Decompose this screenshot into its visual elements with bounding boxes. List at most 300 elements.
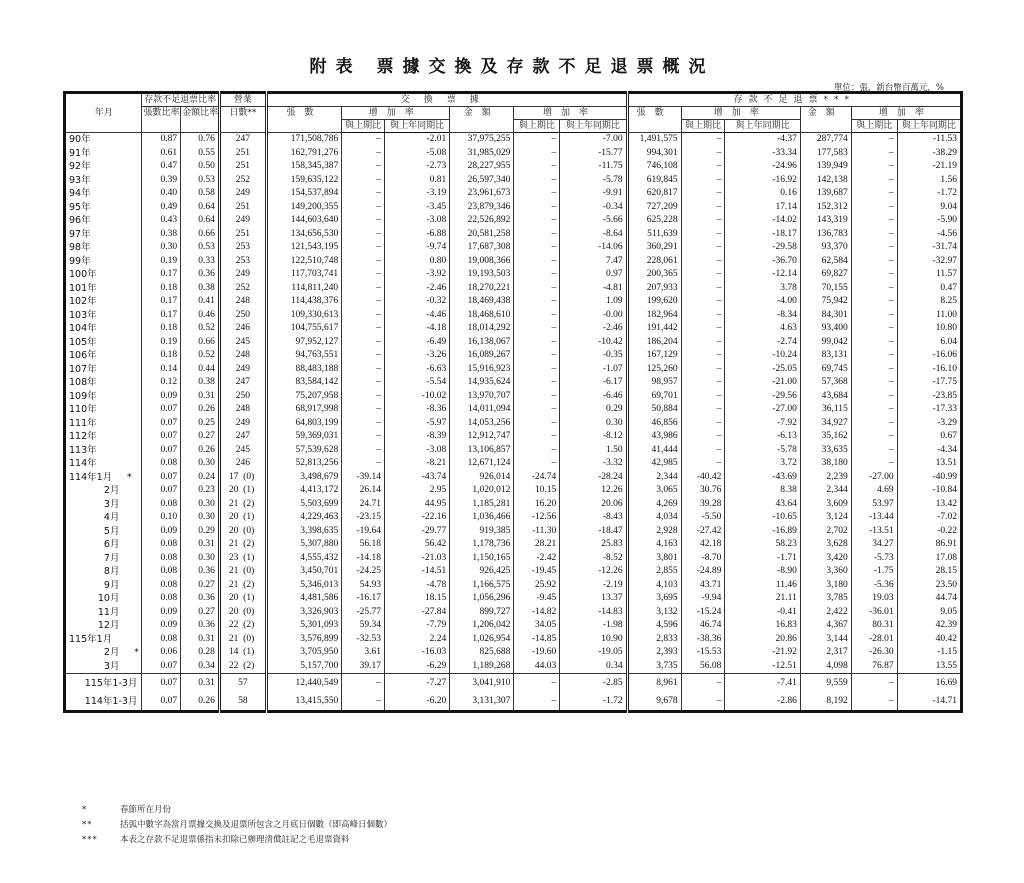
- cell-bounce-count-vs-last-year: -10.24: [725, 349, 800, 363]
- cell-business-days: 248: [219, 349, 266, 363]
- year-month-label: 109年: [69, 390, 97, 402]
- cell-bounce-count-vs-last-year: -21.92: [725, 646, 800, 660]
- cell-business-days: 249: [219, 417, 266, 431]
- cell-bounce-amount-vs-last-year: 23.50: [897, 579, 961, 593]
- cell-bounce-count-vs-prev: -5.50: [681, 511, 725, 525]
- cell-business-days: 21 (2): [219, 498, 266, 512]
- bounced-check-table: [63, 91, 963, 713]
- cell-bounce-count-vs-prev: –: [681, 255, 725, 269]
- cell-business-days: 253: [219, 241, 266, 255]
- header-bounce-count-growth: 增加率: [681, 107, 800, 120]
- cell-business-days: 57: [219, 674, 266, 693]
- year-month-label: 2月: [103, 647, 120, 659]
- cell-exchange-amount-vs-last-year: -8.64: [560, 228, 627, 242]
- cell-bounce-amount-vs-prev: –: [851, 390, 897, 404]
- cell-amount-ratio: 0.29: [181, 525, 220, 539]
- cell-exchange-count-vs-last-year: 56.42: [384, 538, 449, 552]
- cell-bounce-amount-vs-prev: –: [851, 417, 897, 431]
- cell-bounce-amount-vs-last-year: -5.90: [897, 214, 961, 228]
- cell-exchange-count-vs-prev: –: [342, 674, 385, 693]
- cell-bounce-count: 3,735: [627, 660, 681, 674]
- cell-bounce-amount-vs-last-year: -4.56: [897, 228, 961, 242]
- cell-count-ratio: 0.08: [142, 498, 181, 512]
- cell-business-days: 247: [219, 430, 266, 444]
- footnote-mark: ***: [82, 835, 98, 845]
- cell-exchange-count-vs-prev: –: [342, 187, 385, 201]
- cell-exchange-amount-vs-prev: -14.85: [514, 633, 560, 647]
- cell-bounce-count-vs-prev: -8.70: [681, 552, 725, 566]
- cell-bounce-amount: 38,180: [800, 457, 851, 471]
- cell-exchange-amount-vs-last-year: -2.85: [560, 674, 627, 693]
- cell-bounce-count-vs-prev: -38.36: [681, 633, 725, 647]
- cell-bounce-amount-vs-last-year: -32.97: [897, 255, 961, 269]
- table-row: [65, 241, 962, 255]
- cell-exchange-amount-vs-prev: –: [514, 390, 560, 404]
- cell-amount-ratio: 0.31: [181, 633, 220, 647]
- cell-bounce-count-vs-last-year: -29.58: [725, 241, 800, 255]
- cell-exchange-count: 94,763,551: [266, 349, 341, 363]
- cell-bounce-count-vs-prev: –: [681, 336, 725, 350]
- cell-exchange-count: 104,755,617: [266, 322, 341, 336]
- table-row: [65, 268, 962, 282]
- cell-exchange-count-vs-last-year: -3.08: [384, 214, 449, 228]
- cell-bounce-count-vs-prev: –: [681, 417, 725, 431]
- cell-bounce-amount-vs-prev: -26.30: [851, 646, 897, 660]
- table-row: [65, 309, 962, 323]
- cell-exchange-amount-vs-prev: 25.92: [514, 579, 560, 593]
- cell-exchange-count-vs-last-year: -4.18: [384, 322, 449, 336]
- cell-year-month: [65, 646, 142, 660]
- cell-bounce-amount-vs-prev: –: [851, 336, 897, 350]
- table-row: [65, 511, 962, 525]
- year-month-label: 110年: [69, 404, 97, 416]
- cell-bounce-amount-vs-last-year: 6.04: [897, 336, 961, 350]
- cell-business-days: 14 (1): [219, 646, 266, 660]
- cell-amount-ratio: 0.23: [181, 484, 220, 498]
- cell-bounce-amount: 3,609: [800, 498, 851, 512]
- cell-count-ratio: 0.07: [142, 674, 181, 693]
- cell-exchange-count: 52,813,256: [266, 457, 341, 471]
- cell-business-days: 22 (2): [219, 660, 266, 674]
- cell-year-month: [65, 674, 142, 693]
- cell-amount-ratio: 0.52: [181, 322, 220, 336]
- cell-exchange-count: 3,398,635: [266, 525, 341, 539]
- cell-business-days: 21 (2): [219, 579, 266, 593]
- cell-amount-ratio: 0.53: [181, 241, 220, 255]
- cell-bounce-count-vs-prev: –: [681, 174, 725, 188]
- table-row: [65, 619, 962, 633]
- cell-bounce-count-vs-last-year: -24.96: [725, 160, 800, 174]
- cell-bounce-amount: 3,360: [800, 565, 851, 579]
- cell-bounce-amount-vs-prev: –: [851, 241, 897, 255]
- table-row: [65, 592, 962, 606]
- cell-amount-ratio: 0.36: [181, 268, 220, 282]
- cell-bounce-amount: 3,628: [800, 538, 851, 552]
- cell-amount-ratio: 0.30: [181, 498, 220, 512]
- cell-business-days: 247: [219, 376, 266, 390]
- cell-exchange-amount: 1,026,954: [450, 633, 514, 647]
- cell-year-month: [65, 430, 142, 444]
- cell-exchange-amount-vs-last-year: -3.32: [560, 457, 627, 471]
- unit-label: 單位：張，新台幣百萬元，%: [833, 83, 944, 93]
- cell-exchange-count: 159,635,122: [266, 174, 341, 188]
- cell-exchange-amount-vs-last-year: 25.83: [560, 538, 627, 552]
- cell-bounce-amount: 35,162: [800, 430, 851, 444]
- year-month-label: 5月: [103, 525, 120, 537]
- cell-bounce-count-vs-prev: –: [681, 674, 725, 693]
- cell-business-days: 20 (1): [219, 484, 266, 498]
- cell-exchange-count: 4,481,586: [266, 592, 341, 606]
- cell-bounce-amount-vs-prev: -5.73: [851, 552, 897, 566]
- cell-year-month: [65, 309, 142, 323]
- cell-bounce-count-vs-last-year: -36.70: [725, 255, 800, 269]
- cell-bounce-count-vs-prev: –: [681, 187, 725, 201]
- cell-bounce-amount: 62,584: [800, 255, 851, 269]
- header-bounce-amount: 金額: [800, 107, 851, 133]
- cell-count-ratio: 0.06: [142, 646, 181, 660]
- cell-exchange-amount-vs-last-year: -28.24: [560, 471, 627, 485]
- cell-bounce-amount-vs-last-year: -1.15: [897, 646, 961, 660]
- cell-bounce-count-vs-prev: –: [681, 322, 725, 336]
- cell-bounce-count-vs-last-year: 17.14: [725, 201, 800, 215]
- cell-exchange-count: 64,803,199: [266, 417, 341, 431]
- cell-year-month: [65, 147, 142, 161]
- cell-exchange-count: 75,207,958: [266, 390, 341, 404]
- cell-amount-ratio: 0.28: [181, 646, 220, 660]
- cell-exchange-count-vs-last-year: -29.77: [384, 525, 449, 539]
- cell-exchange-amount-vs-last-year: -14.83: [560, 606, 627, 620]
- cell-exchange-amount-vs-prev: -19.60: [514, 646, 560, 660]
- cell-bounce-amount-vs-prev: –: [851, 133, 897, 147]
- cell-count-ratio: 0.38: [142, 228, 181, 242]
- cell-exchange-amount-vs-prev: –: [514, 349, 560, 363]
- cell-amount-ratio: 0.36: [181, 592, 220, 606]
- cell-exchange-amount-vs-prev: –: [514, 692, 560, 712]
- cell-bounce-count-vs-prev: –: [681, 309, 725, 323]
- cell-exchange-count-vs-prev: –: [342, 214, 385, 228]
- year-month-label: 115年1-3月: [84, 677, 138, 689]
- cell-bounce-amount-vs-prev: –: [851, 255, 897, 269]
- cell-exchange-count: 149,200,355: [266, 201, 341, 215]
- cell-exchange-count-vs-last-year: 2.24: [384, 633, 449, 647]
- cell-exchange-amount-vs-prev: -12.56: [514, 511, 560, 525]
- cell-bounce-count-vs-last-year: -12.51: [725, 660, 800, 674]
- footnote-mark: **: [82, 820, 93, 830]
- cell-exchange-amount: 17,687,308: [450, 241, 514, 255]
- cell-exchange-amount: 1,150,165: [450, 552, 514, 566]
- cell-exchange-amount: 37,975,255: [450, 133, 514, 147]
- cell-business-days: 250: [219, 309, 266, 323]
- cell-bounce-amount: 142,138: [800, 174, 851, 188]
- cell-bounce-count-vs-prev: 39.28: [681, 498, 725, 512]
- cell-bounce-count: 360,291: [627, 241, 681, 255]
- cell-bounce-amount-vs-last-year: -40.99: [897, 471, 961, 485]
- cell-count-ratio: 0.07: [142, 692, 181, 712]
- header-vs-last-year: 與上年同期比: [560, 120, 627, 133]
- cell-exchange-count-vs-prev: –: [342, 417, 385, 431]
- cell-bounce-count-vs-prev: –: [681, 160, 725, 174]
- cell-exchange-amount: 19,008,366: [450, 255, 514, 269]
- cell-exchange-amount-vs-last-year: -18.47: [560, 525, 627, 539]
- cell-exchange-amount-vs-prev: -11.30: [514, 525, 560, 539]
- cell-bounce-amount-vs-last-year: 13.55: [897, 660, 961, 674]
- header-bounce-ratio: 存款不足退票比率: [142, 93, 219, 107]
- cell-exchange-amount: 1,206,042: [450, 619, 514, 633]
- cell-bounce-amount-vs-prev: -36.01: [851, 606, 897, 620]
- cell-exchange-count: 5,301,093: [266, 619, 341, 633]
- cell-bounce-amount-vs-last-year: -11.53: [897, 133, 961, 147]
- cell-bounce-amount: 34,927: [800, 417, 851, 431]
- spring-festival-mark: *: [134, 647, 139, 659]
- cell-amount-ratio: 0.38: [181, 282, 220, 296]
- cell-exchange-count: 4,413,172: [266, 484, 341, 498]
- cell-exchange-amount: 13,106,857: [450, 444, 514, 458]
- cell-exchange-count: 88,483,188: [266, 363, 341, 377]
- cell-amount-ratio: 0.36: [181, 619, 220, 633]
- cell-bounce-amount-vs-last-year: 11.57: [897, 268, 961, 282]
- cell-amount-ratio: 0.31: [181, 390, 220, 404]
- cell-bounce-count-vs-prev: -40.42: [681, 471, 725, 485]
- spring-festival-mark: *: [126, 471, 132, 483]
- year-month-label: 92年: [69, 161, 91, 173]
- cell-exchange-amount: 1,185,281: [450, 498, 514, 512]
- cell-bounce-amount: 2,344: [800, 484, 851, 498]
- cell-exchange-count-vs-last-year: 44.95: [384, 498, 449, 512]
- cell-count-ratio: 0.18: [142, 349, 181, 363]
- cell-exchange-count-vs-last-year: 18.15: [384, 592, 449, 606]
- cell-amount-ratio: 0.34: [181, 660, 220, 674]
- cell-business-days: 22 (2): [219, 619, 266, 633]
- cell-count-ratio: 0.07: [142, 403, 181, 417]
- cell-bounce-amount-vs-last-year: -21.19: [897, 160, 961, 174]
- cell-exchange-amount-vs-prev: –: [514, 430, 560, 444]
- cell-business-days: 247: [219, 133, 266, 147]
- cell-exchange-count-vs-last-year: -5.08: [384, 147, 449, 161]
- cell-exchange-amount-vs-prev: 10.15: [514, 484, 560, 498]
- cell-bounce-count-vs-prev: –: [681, 241, 725, 255]
- cell-exchange-count-vs-prev: –: [342, 147, 385, 161]
- cell-bounce-amount: 143,319: [800, 214, 851, 228]
- cell-exchange-count-vs-prev: 39.17: [342, 660, 385, 674]
- cell-exchange-count-vs-prev: –: [342, 160, 385, 174]
- cell-exchange-count-vs-prev: –: [342, 457, 385, 471]
- cell-exchange-amount-vs-prev: –: [514, 228, 560, 242]
- table-row: [65, 471, 962, 485]
- table-row: [65, 660, 962, 674]
- cell-exchange-count: 154,537,894: [266, 187, 341, 201]
- cell-exchange-amount-vs-last-year: 1.50: [560, 444, 627, 458]
- cell-exchange-count-vs-prev: 54.93: [342, 579, 385, 593]
- cell-year-month: [65, 633, 142, 647]
- cell-bounce-amount: 3,124: [800, 511, 851, 525]
- cell-exchange-amount-vs-prev: –: [514, 255, 560, 269]
- cell-exchange-count: 5,157,700: [266, 660, 341, 674]
- cell-bounce-count: 625,228: [627, 214, 681, 228]
- cell-bounce-count-vs-last-year: 0.16: [725, 187, 800, 201]
- table-row: [65, 363, 962, 377]
- header-vs-prev: 與上期比: [342, 120, 385, 133]
- cell-bounce-amount: 93,370: [800, 241, 851, 255]
- table-row: [65, 565, 962, 579]
- cell-exchange-count-vs-last-year: 0.81: [384, 174, 449, 188]
- cell-exchange-amount: 26,597,340: [450, 174, 514, 188]
- table-row: [65, 147, 962, 161]
- cell-bounce-amount-vs-prev: 53.97: [851, 498, 897, 512]
- cell-business-days: 58: [219, 692, 266, 712]
- header-vs-last-year: 與上年同期比: [897, 120, 961, 133]
- cell-business-days: 246: [219, 322, 266, 336]
- cell-bounce-amount: 36,115: [800, 403, 851, 417]
- cell-bounce-amount-vs-prev: -13.51: [851, 525, 897, 539]
- cell-bounce-amount: 152,312: [800, 201, 851, 215]
- cell-exchange-count-vs-last-year: -0.32: [384, 295, 449, 309]
- cell-exchange-amount-vs-last-year: 0.30: [560, 417, 627, 431]
- year-month-label: 12月: [97, 620, 120, 632]
- cell-exchange-count-vs-prev: –: [342, 430, 385, 444]
- cell-business-days: 21 (2): [219, 538, 266, 552]
- cell-bounce-amount-vs-last-year: 11.00: [897, 309, 961, 323]
- cell-bounce-count: 46,856: [627, 417, 681, 431]
- cell-year-month: [65, 201, 142, 215]
- cell-exchange-amount-vs-prev: –: [514, 457, 560, 471]
- cell-bounce-amount: 2,422: [800, 606, 851, 620]
- cell-business-days: 23 (1): [219, 552, 266, 566]
- cell-bounce-count: 2,393: [627, 646, 681, 660]
- cell-bounce-count: 619,845: [627, 174, 681, 188]
- cell-bounce-count: 3,695: [627, 592, 681, 606]
- header-vs-last-year: 與上年同期比: [725, 120, 800, 133]
- table-row: [65, 349, 962, 363]
- cell-exchange-count-vs-prev: -23.15: [342, 511, 385, 525]
- cell-exchange-count: 171,508,786: [266, 133, 341, 147]
- cell-exchange-count-vs-last-year: -5.97: [384, 417, 449, 431]
- cell-exchange-count: 3,705,950: [266, 646, 341, 660]
- cell-count-ratio: 0.14: [142, 363, 181, 377]
- year-month-label: 91年: [69, 147, 91, 159]
- cell-exchange-count-vs-prev: 24.71: [342, 498, 385, 512]
- cell-exchange-count-vs-prev: -32.53: [342, 633, 385, 647]
- cell-bounce-amount-vs-last-year: -23.85: [897, 390, 961, 404]
- cell-exchange-amount: 18,468,610: [450, 309, 514, 323]
- cell-exchange-amount: 31,985,029: [450, 147, 514, 161]
- cell-exchange-count-vs-last-year: -8.21: [384, 457, 449, 471]
- cell-bounce-count-vs-last-year: -4.00: [725, 295, 800, 309]
- table-row: [65, 201, 962, 215]
- cell-bounce-count-vs-prev: 46.74: [681, 619, 725, 633]
- year-month-label: 103年: [69, 309, 97, 321]
- cell-bounce-count: 50,884: [627, 403, 681, 417]
- cell-bounce-amount-vs-last-year: 42.39: [897, 619, 961, 633]
- cell-exchange-amount-vs-last-year: -11.75: [560, 160, 627, 174]
- cell-bounce-amount-vs-last-year: -17.75: [897, 376, 961, 390]
- cell-exchange-amount-vs-prev: –: [514, 444, 560, 458]
- cell-bounce-count-vs-prev: –: [681, 147, 725, 161]
- cell-business-days: 248: [219, 403, 266, 417]
- cell-exchange-count-vs-prev: –: [342, 228, 385, 242]
- cell-exchange-amount: 12,671,124: [450, 457, 514, 471]
- cell-bounce-count-vs-last-year: -33.34: [725, 147, 800, 161]
- cell-bounce-amount-vs-prev: 76.87: [851, 660, 897, 674]
- cell-bounce-count-vs-prev: -27.42: [681, 525, 725, 539]
- cell-amount-ratio: 0.53: [181, 174, 220, 188]
- cell-exchange-count-vs-last-year: -6.20: [384, 692, 449, 712]
- cell-amount-ratio: 0.66: [181, 228, 220, 242]
- year-month-label: 90年: [69, 134, 91, 146]
- cell-exchange-amount-vs-last-year: -7.00: [560, 133, 627, 147]
- cell-exchange-amount-vs-prev: –: [514, 133, 560, 147]
- table-row: [65, 187, 962, 201]
- cell-bounce-count-vs-last-year: 3.78: [725, 282, 800, 296]
- year-month-label: 105年: [69, 336, 97, 348]
- footnote-mark: *: [82, 805, 88, 815]
- year-month-label: 7月: [103, 552, 120, 564]
- cell-business-days: 248: [219, 295, 266, 309]
- cell-year-month: [65, 322, 142, 336]
- cell-bounce-count: 9,678: [627, 692, 681, 712]
- cell-exchange-amount: 18,469,438: [450, 295, 514, 309]
- cell-exchange-amount-vs-prev: –: [514, 403, 560, 417]
- year-month-label: 106年: [69, 350, 97, 362]
- cell-exchange-amount-vs-prev: -2.42: [514, 552, 560, 566]
- cell-count-ratio: 0.07: [142, 484, 181, 498]
- year-month-label: 111年: [69, 417, 97, 429]
- cell-amount-ratio: 0.36: [181, 565, 220, 579]
- cell-bounce-amount-vs-last-year: -0.22: [897, 525, 961, 539]
- cell-exchange-count-vs-last-year: 0.80: [384, 255, 449, 269]
- cell-year-month: [65, 133, 142, 147]
- footnotes: [82, 803, 392, 848]
- cell-bounce-amount: 3,144: [800, 633, 851, 647]
- cell-bounce-count-vs-last-year: -43.69: [725, 471, 800, 485]
- header-exchange-amount-growth: 增加率: [514, 107, 627, 120]
- cell-bounce-amount-vs-last-year: 8.25: [897, 295, 961, 309]
- cell-bounce-count: 186,204: [627, 336, 681, 350]
- cell-amount-ratio: 0.26: [181, 403, 220, 417]
- table-row: [65, 376, 962, 390]
- cell-bounce-count-vs-last-year: 3.72: [725, 457, 800, 471]
- cell-bounce-count-vs-last-year: -8.90: [725, 565, 800, 579]
- cell-bounce-count: 228,061: [627, 255, 681, 269]
- cell-bounce-amount-vs-prev: -28.01: [851, 633, 897, 647]
- cell-year-month: [65, 525, 142, 539]
- cell-year-month: [65, 268, 142, 282]
- cell-bounce-amount-vs-prev: -13.44: [851, 511, 897, 525]
- table-row: [65, 525, 962, 539]
- cell-exchange-count-vs-last-year: -3.08: [384, 444, 449, 458]
- cell-exchange-count-vs-prev: -16.17: [342, 592, 385, 606]
- cell-exchange-amount: 926,425: [450, 565, 514, 579]
- year-month-label: 95年: [69, 201, 91, 213]
- cell-amount-ratio: 0.31: [181, 538, 220, 552]
- cell-exchange-amount: 926,014: [450, 471, 514, 485]
- cell-year-month: [65, 579, 142, 593]
- cell-bounce-amount: 43,684: [800, 390, 851, 404]
- cell-exchange-count: 114,438,376: [266, 295, 341, 309]
- cell-amount-ratio: 0.52: [181, 349, 220, 363]
- cell-amount-ratio: 0.46: [181, 309, 220, 323]
- cell-business-days: 246: [219, 457, 266, 471]
- cell-year-month: [65, 511, 142, 525]
- cell-exchange-count-vs-last-year: -2.01: [384, 133, 449, 147]
- cell-year-month: [65, 363, 142, 377]
- cell-bounce-count-vs-prev: –: [681, 692, 725, 712]
- cell-year-month: [65, 417, 142, 431]
- cell-exchange-count-vs-last-year: -3.19: [384, 187, 449, 201]
- cell-year-month: [65, 660, 142, 674]
- cell-exchange-count-vs-prev: –: [342, 201, 385, 215]
- year-month-label: 98年: [69, 242, 91, 254]
- cell-year-month: [65, 336, 142, 350]
